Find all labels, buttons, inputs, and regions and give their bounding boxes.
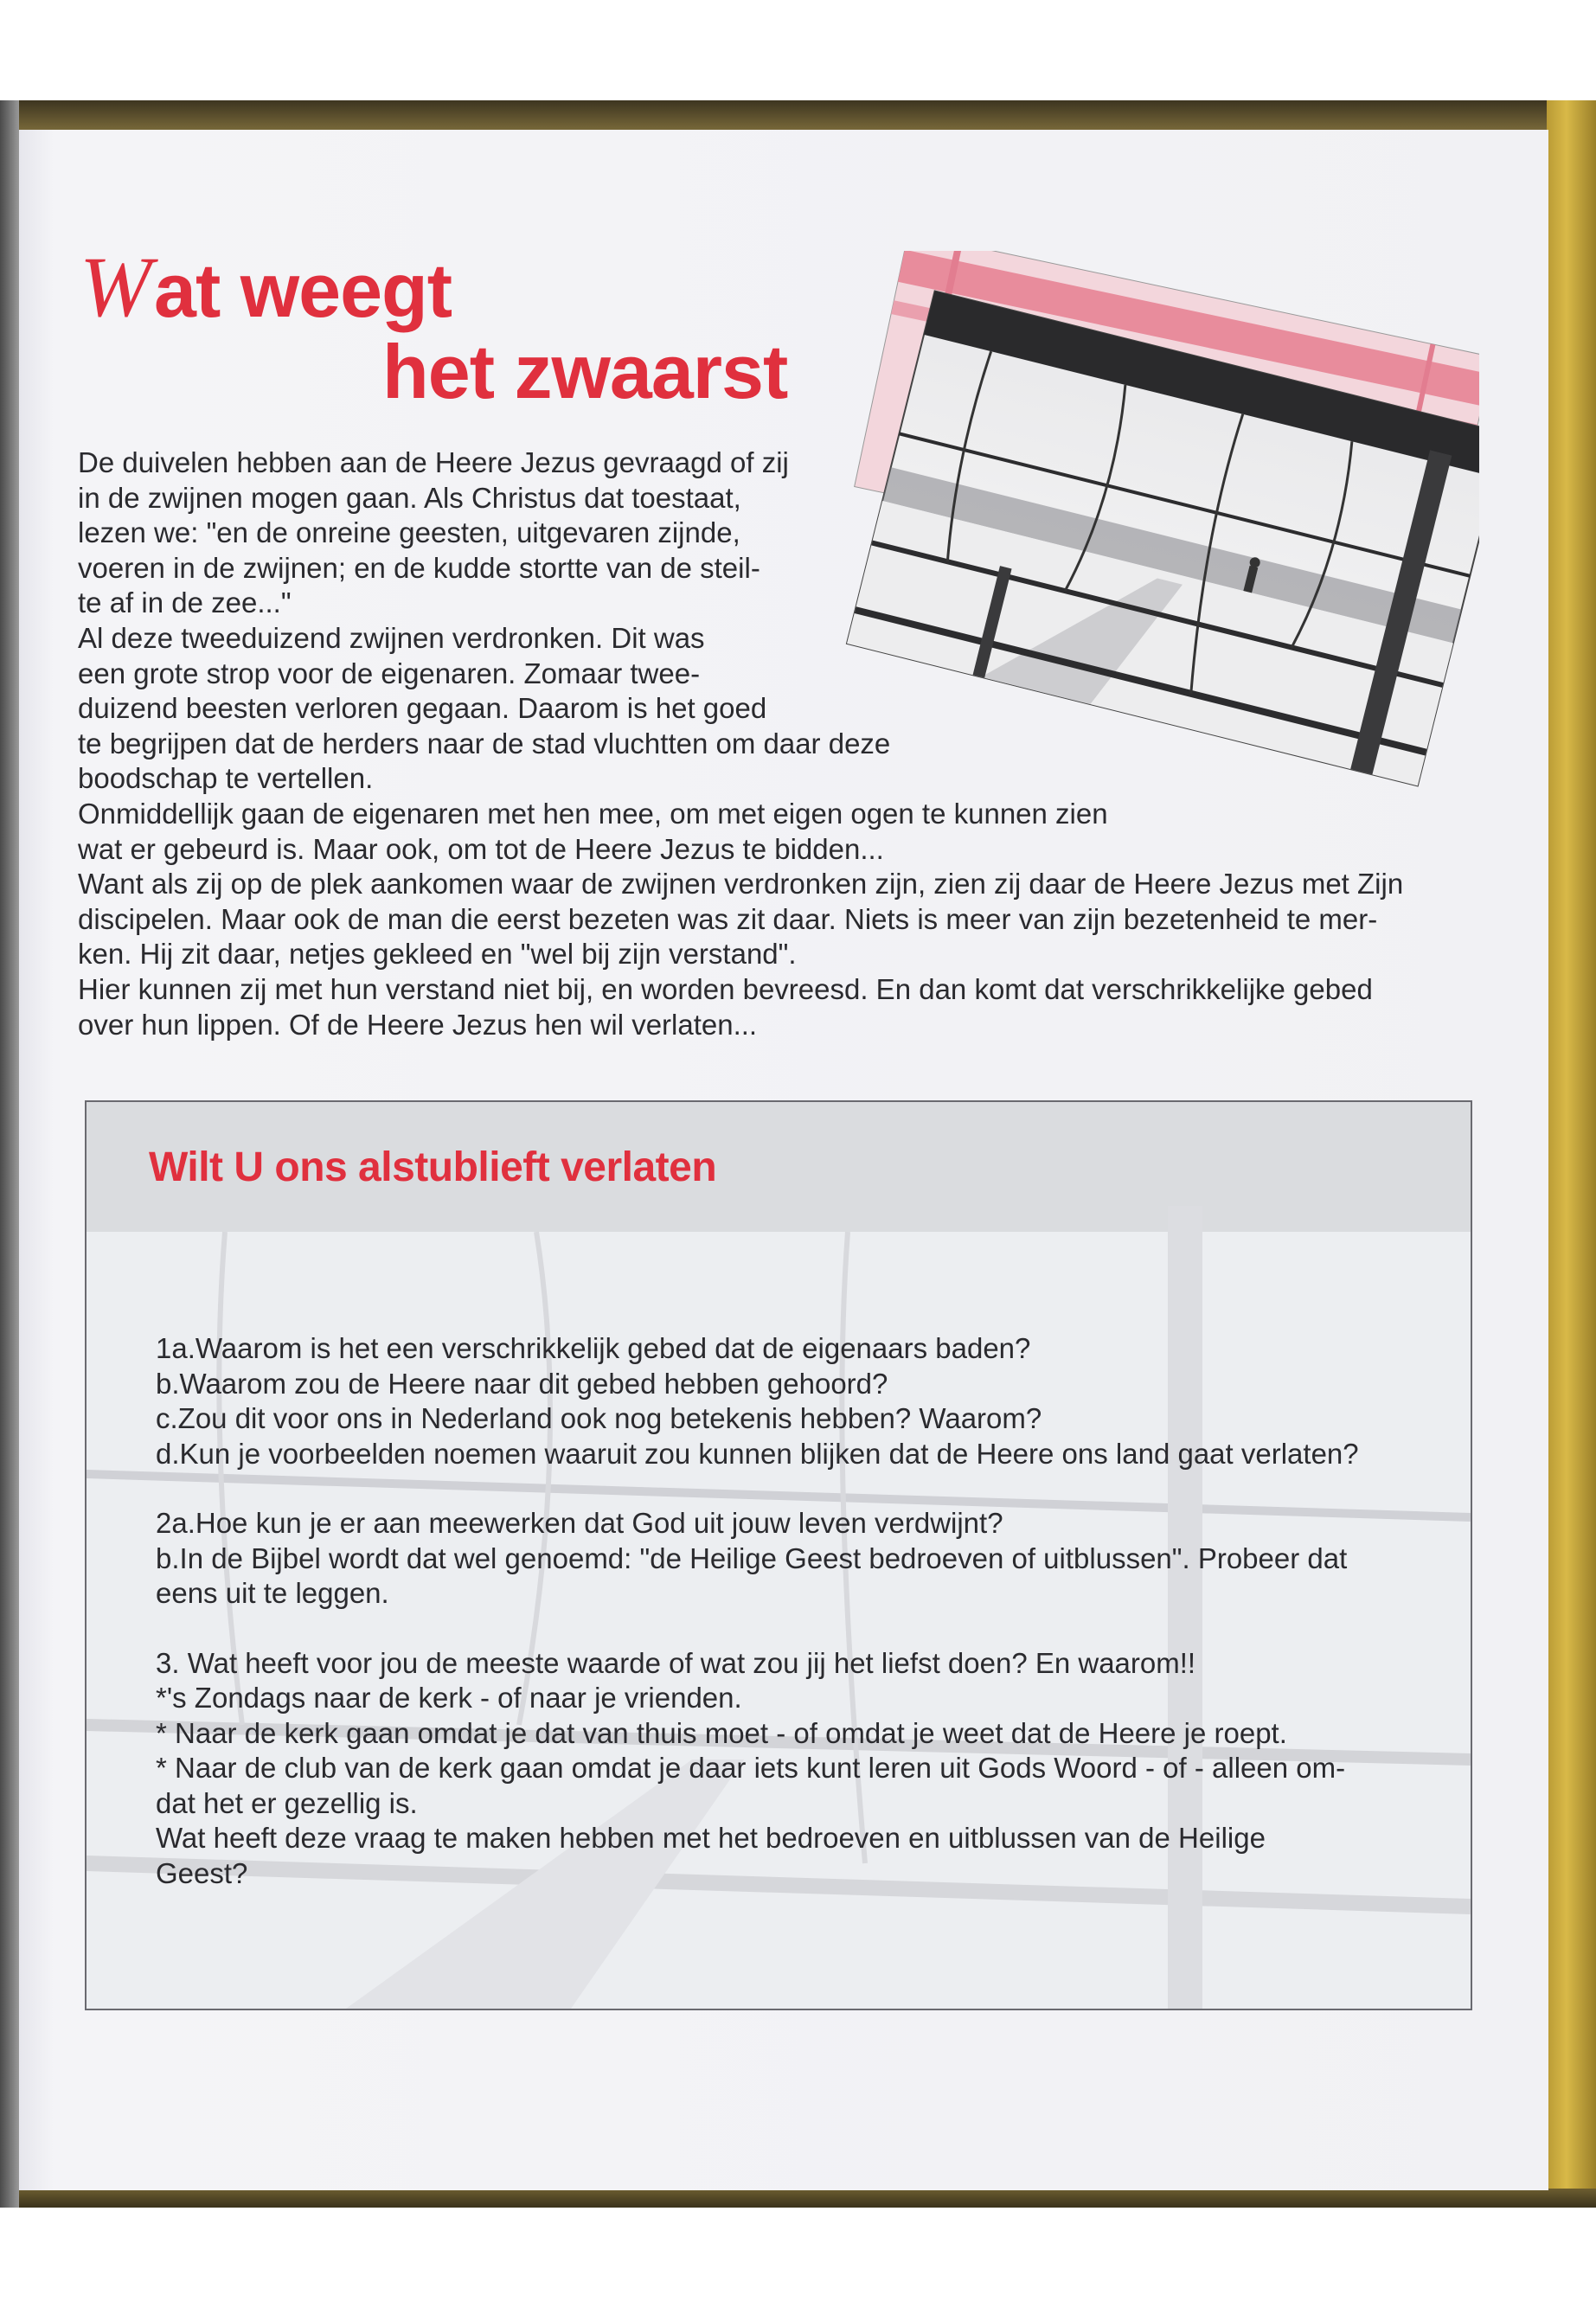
body-line: lezen we: "en de onreine geesten, uitgevaren zijnde, [78, 516, 740, 549]
question-line: b.In de Bijbel wordt dat wel genoemd: "de Heilige Geest bedroeven of uitblussen". Probeer dat [156, 1541, 1348, 1574]
spacer [156, 1471, 1453, 1506]
question-line: 1a.Waarom is het een verschrikkelijk gebed dat de eigenaars baden? [156, 1332, 1031, 1364]
question-line: Geest? [156, 1856, 248, 1889]
question-line: b.Waarom zou de Heere naar dit gebed hebben gehoord? [156, 1367, 888, 1400]
question-line: dat het er gezellig is. [156, 1786, 418, 1819]
spacer [156, 1612, 1453, 1646]
body-line: te af in de zee..." [78, 586, 292, 619]
body-line: voeren in de zwijnen; en de kudde stortte van de steil- [78, 551, 760, 584]
body-line: ken. Hij zit daar, netjes gekleed en "wel bij zijn verstand". [78, 938, 797, 971]
body-paragraph [78, 445, 1479, 1042]
question-line: * Naar de club van de kerk gaan omdat je daar iets kunt leren uit Gods Woord - of - alleen om- [156, 1752, 1346, 1784]
book-cover-bottom-edge [0, 2189, 1596, 2208]
body-line: Onmiddellijk gaan de eigenaren met hen mee, om met eigen ogen te kunnen zien [78, 797, 1108, 830]
body-line: Want als zij op de plek aankomen waar de zwijnen verdronken zijn, zien zij daar de Heere Jezus met Zijn [78, 868, 1404, 901]
question-line: eens uit te leggen. [156, 1577, 389, 1609]
question-line: 3. Wat heeft voor jou de meeste waarde of wat zou jij het liefst doen? En waarom!! [156, 1646, 1196, 1679]
body-line: duizend beesten verloren gegaan. Daarom is het goed [78, 692, 767, 725]
title-initial-letter: W [80, 239, 152, 335]
body-line: te begrijpen dat de herders naar de stad vluchtten om daar deze [78, 727, 891, 760]
question-line: 2a.Hoe kun je er aan meewerken dat God uit jouw leven verdwijnt? [156, 1507, 1003, 1539]
question-line: *'s Zondags naar de kerk - of naar je vrienden. [156, 1682, 742, 1714]
body-line: een grote strop voor de eigenaren. Zomaar twee- [78, 657, 701, 689]
title-line-2: het zwaarst [382, 329, 788, 414]
body-line: boodschap te vertellen. [78, 762, 374, 795]
question-line: * Naar de kerk gaan omdat je dat van thuis moet - of omdat je weet dat de Heere je roept. [156, 1716, 1287, 1749]
body-line: De duivelen hebben aan de Heere Jezus gevraagd of zij [78, 446, 789, 478]
body-line: in de zwijnen mogen gaan. Als Christus dat toestaat, [78, 481, 741, 514]
book-spine-left-edge [0, 100, 19, 2208]
question-line: c.Zou dit voor ons in Nederland ook nog betekenis hebben? Waarom? [156, 1402, 1042, 1434]
body-line: over hun lippen. Of de Heere Jezus hen wil verlaten... [78, 1008, 758, 1041]
body-line: Al deze tweeduizend zwijnen verdronken. Dit was [78, 621, 705, 654]
title-line-1: at weegt [154, 247, 452, 333]
question-line: Wat heeft deze vraag te maken hebben met het bedroeven en uitblussen van de Heilige [156, 1822, 1266, 1854]
question-line: d.Kun je voorbeelden noemen waaruit zou kunnen blijken dat de Heere ons land gaat verlaten? [156, 1437, 1359, 1470]
body-line: discipelen. Maar ook de man die eerst bezeten was zit daar. Niets is meer van zijn bezetenheid te mer- [78, 902, 1378, 935]
book-cover-top-edge [0, 100, 1596, 131]
question-list [156, 1331, 1453, 1891]
question-box [85, 1100, 1472, 2010]
body-line: wat er gebeurd is. Maar ook, om tot de Heere Jezus te bidden... [78, 832, 884, 865]
body-line: Hier kunnen zij met hun verstand niet bij, en worden bevreesd. En dan komt dat verschrikkelijke gebed [78, 972, 1373, 1005]
question-box-heading: Wilt U ons alstublieft verlaten [149, 1144, 717, 1190]
book-cover-right-edge [1547, 100, 1596, 2202]
